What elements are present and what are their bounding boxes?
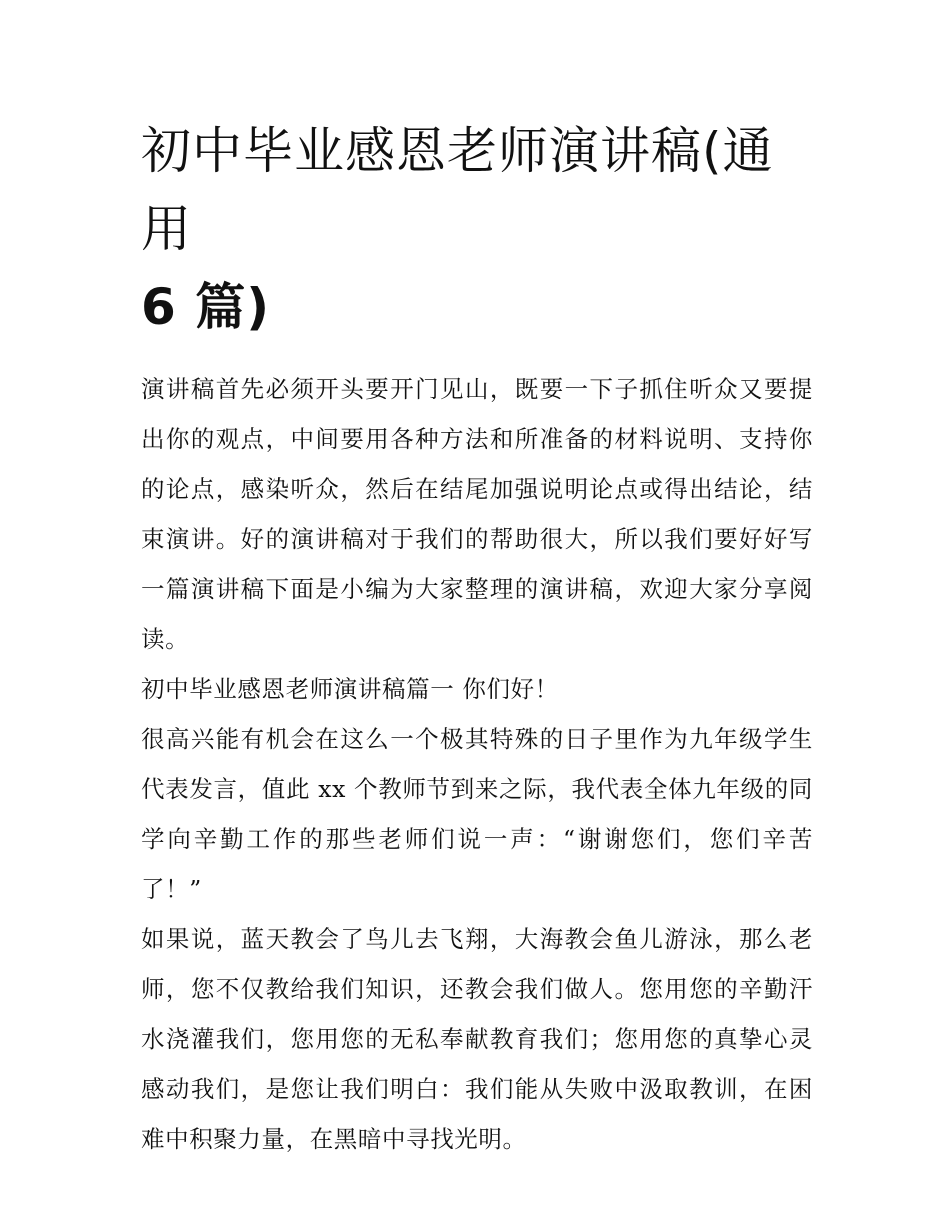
body-paragraph-2: 如果说，蓝天教会了鸟儿去飞翔，大海教会鱼儿游泳，那么老师，您不仅教给我们知识，还教会我们做人。您用您的辛勤汗水浇灌我们，您用您的无私奉献教育我们；您用您的真挚心灵感动我们，是您让我们明白：我们能从失败中汲取教训，在困难中积聚力量，在黑暗中寻找光明。 bbox=[141, 925, 813, 1153]
document-body bbox=[141, 112, 813, 1164]
intro-paragraph: 演讲稿首先必须开头要开门见山，既要一下子抓住听众又要提出你的观点，中间要用各种方法和所准备的材料说明、支持你的论点，感染听众，然后在结尾加强说明论点或得出结论，结束演讲。好的演讲稿对于我们的帮助很大，所以我们要好好写一篇演讲稿下面是小编为大家整理的演讲稿，欢迎大家分享阅读。 bbox=[141, 375, 813, 653]
title-line-1: 初中毕业感恩老师演讲稿(通用 bbox=[141, 122, 774, 258]
document-title bbox=[141, 112, 813, 346]
section-heading: 初中毕业感恩老师演讲稿篇一 你们好！ bbox=[141, 675, 559, 703]
body-paragraph-1: 很高兴能有机会在这么一个极其特殊的日子里作为九年级学生代表发言，值此 xx 个教师节到来之际，我代表全体九年级的同学向辛勤工作的那些老师们说一声：“谢谢您们，您们辛苦了！” bbox=[141, 725, 813, 903]
title-line-2: 6 篇) bbox=[141, 278, 271, 336]
